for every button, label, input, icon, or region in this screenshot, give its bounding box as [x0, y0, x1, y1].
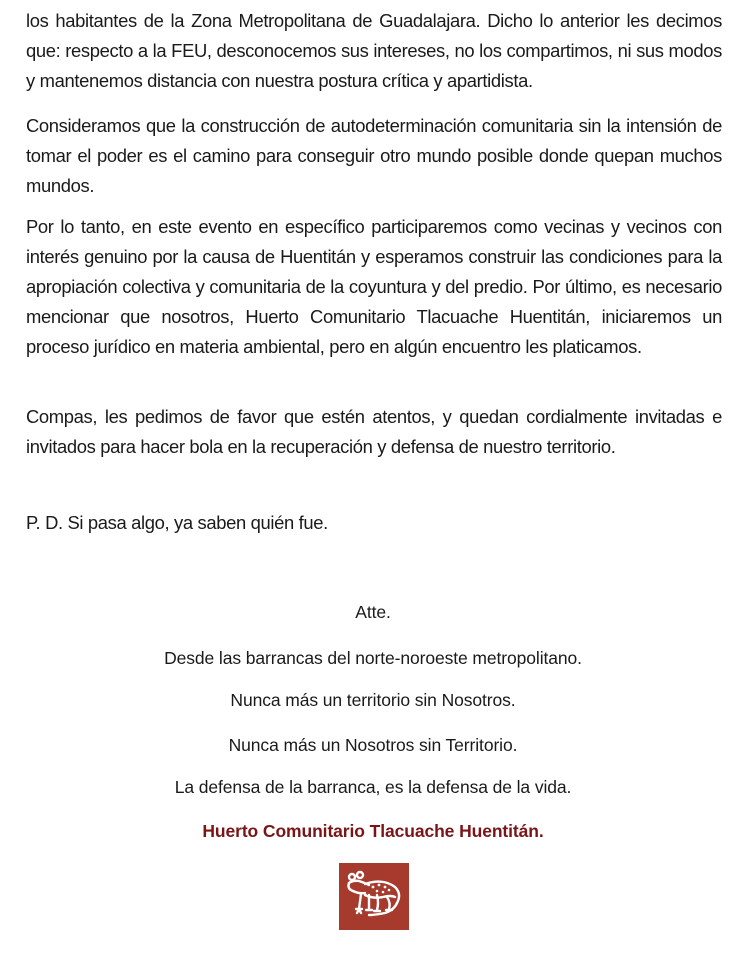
closing-line: Desde las barrancas del norte-noroeste metropolitano.	[164, 648, 582, 668]
logo	[339, 863, 409, 930]
closing-line: Nunca más un territorio sin Nosotros.	[230, 690, 516, 710]
signature: Huerto Comunitario Tlacuache Huentitán.	[202, 821, 544, 841]
paragraph-invitacion: Compas, les pedimos de favor que estén atentos, y quedan cordialmente invitadas e invitados para hacer bola en la recuperación y defensa de nuestro territorio.	[26, 406, 722, 457]
closing-line: Nunca más un Nosotros sin Territorio.	[228, 735, 518, 755]
tlacuache-opossum-icon	[339, 863, 409, 930]
paragraph-posdata: P. D. Si pasa algo, ya saben quién fue.	[26, 512, 328, 533]
paragraph-participacion: Por lo tanto, en este evento en específico participaremos como vecinas y vecinos con interés genuino por la causa de Huentitán y esperamos construir las condiciones para la apropiación colectiva y comunitaria de la coyuntura y del predio. Por último, es necesario mencionar que nosotros, Huerto Comunitario Tlacuache Huentitán, iniciaremos un proceso jurídico en materia ambiental, pero en algún encuentro les platicamos.	[26, 216, 722, 357]
closing-line: La defensa de la barranca, es la defensa de la vida.	[174, 777, 572, 797]
closing-atte: Atte.	[355, 602, 391, 622]
paragraph-feu-stance: los habitantes de la Zona Metropolitana de Guadalajara. Dicho lo anterior les decimos que: respecto a la FEU, desconocemos sus intereses, no los compartimos, ni sus modos y mantenemos distancia con nuestra postura crítica y apartidista.	[26, 10, 722, 91]
paragraph-autodeterminacion: Consideramos que la construcción de autodeterminación comunitaria sin la intensión de tomar el poder es el camino para conseguir otro mundo posible donde quepan muchos mundos.	[26, 115, 722, 196]
